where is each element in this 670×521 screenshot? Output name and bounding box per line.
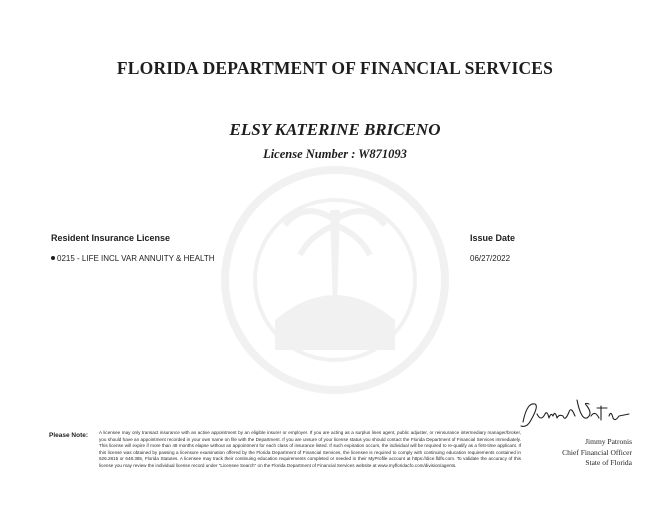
bullet-icon (51, 256, 55, 260)
license-type-heading: Resident Insurance License (51, 233, 171, 243)
signature-image (517, 392, 633, 436)
issue-date-heading: Issue Date (470, 233, 516, 243)
licensee-name: ELSY KATERINE BRICENO (229, 120, 441, 139)
license-number: License Number : W871093 (263, 147, 407, 161)
line-of-authority (51, 254, 215, 263)
line-of-authority-text: 0215 - LIFE INCL VAR ANNUITY & HEALTH (57, 254, 215, 263)
state-seal-watermark (215, 150, 455, 410)
signatory-title: Chief Financial Officer (562, 447, 632, 457)
signatory-name: Jimmy Patronis (585, 437, 632, 446)
issue-date: 06/27/2022 (470, 254, 511, 263)
note-label: Please Note: (49, 432, 89, 439)
signatory-state: State of Florida (585, 458, 632, 467)
note-text: A licensee may only transact insurance with an active appointment by an eligible insurer or employer. If you are acting as a surplus lines agent, public adjuster, or reinsurance intermediary manager/broker, you should have an appointment recorded in your own name on file with the Department. If you are unsure of your license status you should contact the Florida Department of Financial Services immediately. This license will expire if more than 48 months elapse without an appointment for each class of insurance listed. If such expiration occurs, the individual will be required to re-qualify as a first-time applicant. If this license was obtained by passing a licensure examination offered by the Florida Department of Financial Services, the licensee is required to comply with continuing education requirements contained in 626.2815 or 648.385, Florida Statutes. A licensee may track their continuing education requirements completed or needed in their MyProfile account at https://dice.fldfs.com. To validate the accuracy of this license you may review the individual license record under "Licensee Search" on the Florida Department of Financial Services website at www.myfloridacfo.com/division/agents. (99, 430, 521, 468)
agency-title: FLORIDA DEPARTMENT OF FINANCIAL SERVICES (116, 58, 554, 78)
signatory-block (562, 437, 632, 469)
